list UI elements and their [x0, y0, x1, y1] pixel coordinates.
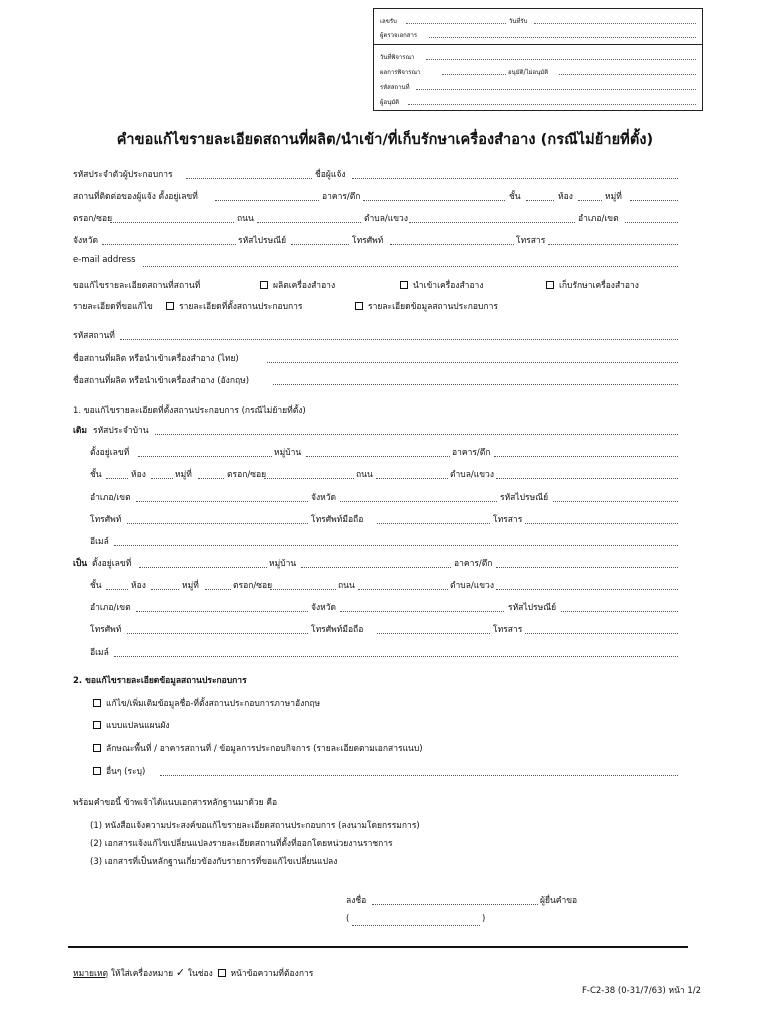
- new-address-no-field[interactable]: [139, 567, 267, 568]
- new-building-label: อาคาร/ตึก: [454, 559, 493, 569]
- reviewer-field[interactable]: [429, 37, 696, 38]
- old-road-field[interactable]: [376, 478, 448, 479]
- tax-id-field[interactable]: [186, 178, 312, 179]
- checkbox[interactable]: [93, 721, 101, 729]
- email-label: e-mail address: [73, 255, 136, 265]
- new-room-label: ห้อง: [131, 581, 146, 591]
- province-field[interactable]: [102, 244, 236, 245]
- section1-title: 1. ขอแก้ไขรายละเอียดที่ตั้งสถานประกอบการ (กรณีไม่ย้ายที่ตั้ง): [73, 406, 306, 416]
- contact-address-label: สถานที่ติดต่อของผู้แจ้ง ตั้งอยู่เลขที่: [73, 192, 198, 202]
- place-type-label: ขอแก้ไขรายละเอียดสถานที่สถานที่: [73, 281, 201, 291]
- consider-result-label: ผลการพิจารณา: [380, 69, 421, 76]
- section2-option-english-name[interactable]: แก้ไข/เพิ่มเติมข้อมูลชื่อ-ที่ตั้งสถานประกอบการภาษาอังกฤษ: [93, 696, 320, 710]
- old-email-label: อีเมล์: [90, 537, 109, 547]
- place-name-en-field[interactable]: [273, 384, 678, 385]
- approve-options-field[interactable]: [559, 74, 696, 75]
- approver-field[interactable]: [408, 104, 696, 105]
- received-date-field[interactable]: [534, 23, 696, 24]
- new-moo-field[interactable]: [205, 589, 231, 590]
- road-label: ถนน: [237, 214, 254, 224]
- floor-field[interactable]: [526, 200, 554, 201]
- old-house-reg-field[interactable]: [155, 434, 678, 435]
- old-floor-label: ชั้น: [90, 470, 102, 480]
- note-text-3: หน้าข้อความที่ต้องการ: [230, 969, 314, 979]
- old-mobile-field[interactable]: [377, 523, 490, 524]
- new-fax-field[interactable]: [525, 633, 678, 634]
- district-label: อำเภอ/เขต: [578, 214, 619, 224]
- detail-type-label: รายละเอียดที่ขอแก้ไข: [73, 302, 153, 312]
- attachment-item-2: (2) เอกสารแจ้งแก้ไขเปลี่ยนแปลงรายละเอียดสถานที่ตั้งที่ออกโดยหน่วยงานราชการ: [90, 839, 393, 849]
- phone-label: โทรศัพท์: [352, 236, 384, 246]
- building-label: อาคาร/ตึก: [322, 192, 361, 202]
- old-soi-label: ตรอก/ซอย: [227, 470, 267, 480]
- old-moo-label: หมู่ที่: [175, 470, 192, 480]
- new-address-no-label: ตั้งอยู่เลขที่: [92, 559, 132, 569]
- old-building-label: อาคาร/ตึก: [452, 448, 491, 458]
- new-fax-label: โทรสาร: [493, 625, 523, 635]
- attachments-intro: พร้อมคำขอนี้ ข้าพเจ้าได้แนบเอกสารหลักฐานมาด้วย คือ: [73, 798, 278, 808]
- consider-date-field[interactable]: [426, 59, 696, 60]
- old-building-field[interactable]: [494, 456, 678, 457]
- old-label: เดิม: [73, 426, 88, 436]
- new-road-label: ถนน: [338, 581, 355, 591]
- new-subdistrict-label: ตำบล/แขวง: [450, 581, 494, 591]
- checkbox[interactable]: [93, 744, 101, 752]
- notifier-name-field[interactable]: [352, 178, 678, 179]
- checkbox[interactable]: [93, 767, 101, 775]
- place-type-option-manufacture[interactable]: ผลิตเครื่องสำอาง: [260, 278, 335, 292]
- contact-address-field[interactable]: [215, 200, 319, 201]
- old-district-field[interactable]: [136, 501, 308, 502]
- section2-title: 2. ขอแก้ไขรายละเอียดข้อมูลสถานประกอบการ: [73, 676, 247, 686]
- moo-label: หมู่ที่: [605, 192, 622, 202]
- place-code-field[interactable]: [120, 339, 678, 340]
- new-postcode-field[interactable]: [561, 611, 678, 612]
- old-soi-field[interactable]: [264, 478, 354, 479]
- old-phone-label: โทรศัพท์: [90, 515, 122, 525]
- old-moo-field[interactable]: [198, 478, 224, 479]
- soi-field[interactable]: [110, 222, 234, 223]
- tax-id-label: รหัสประจำตัวผู้ประกอบการ: [73, 170, 173, 180]
- new-road-field[interactable]: [358, 589, 448, 590]
- place-name-th-label: ชื่อสถานที่ผลิต หรือนำเข้าเครื่องสำอาง (ไทย): [73, 354, 239, 364]
- place-code-label: รหัสสถานที่: [380, 84, 410, 91]
- old-province-label: จังหวัด: [311, 493, 337, 503]
- place-name-th-field[interactable]: [267, 362, 678, 363]
- moo-field[interactable]: [630, 200, 678, 201]
- new-district-field[interactable]: [136, 611, 308, 612]
- fax-label: โทรสาร: [516, 236, 546, 246]
- new-district-label: อำเภอ/เขต: [90, 603, 131, 613]
- attachment-item-3: (3) เอกสารที่เป็นหลักฐานเกี่ยวข้องกับรายการที่ขอแก้ไขเปลี่ยนแปลง: [90, 857, 338, 867]
- road-field[interactable]: [257, 222, 361, 223]
- soi-label: ตรอก/ซอย: [73, 214, 113, 224]
- checkbox[interactable]: [260, 281, 268, 289]
- new-soi-label: ตรอก/ซอย: [233, 581, 273, 591]
- new-floor-field[interactable]: [106, 589, 128, 590]
- place-name-en-label: ชื่อสถานที่ผลิต หรือนำเข้าเครื่องสำอาง (อังกฤษ): [73, 376, 250, 386]
- new-mobile-label: โทรศัพท์มือถือ: [311, 625, 364, 635]
- old-district-label: อำเภอ/เขต: [90, 493, 131, 503]
- old-house-reg-label: รหัสประจำบ้าน: [93, 426, 149, 436]
- notifier-name-label: ชื่อผู้แจ้ง: [315, 170, 346, 180]
- new-village-field[interactable]: [301, 567, 451, 568]
- old-fax-label: โทรสาร: [493, 515, 523, 525]
- document-title: คำขอแก้ไขรายละเอียดสถานที่ผลิต/นำเข้า/ที่เก็บรักษาเครื่องสำอาง (กรณีไม่ย้ายที่ตั้ง): [116, 132, 654, 148]
- new-subdistrict-field[interactable]: [496, 589, 678, 590]
- building-field[interactable]: [363, 200, 505, 201]
- consider-result-field[interactable]: [442, 74, 506, 75]
- place-code-label: รหัสสถานที่: [73, 331, 115, 341]
- old-room-field[interactable]: [151, 478, 173, 479]
- floor-label: ชั้น: [509, 192, 521, 202]
- subdistrict-field[interactable]: [409, 222, 575, 223]
- approve-options-label: อนุมัติ/ไม่อนุมัติ: [508, 69, 549, 76]
- old-floor-field[interactable]: [106, 478, 128, 479]
- footer-divider: [68, 946, 688, 948]
- check-mark-icon: ✓: [175, 966, 186, 979]
- new-moo-label: หมู่ที่: [182, 581, 199, 591]
- printed-name-field[interactable]: [352, 925, 480, 926]
- new-floor-label: ชั้น: [90, 581, 102, 591]
- old-postcode-field[interactable]: [553, 501, 678, 502]
- new-mobile-field[interactable]: [377, 633, 490, 634]
- old-room-label: ห้อง: [131, 470, 146, 480]
- signature-field[interactable]: [372, 904, 538, 905]
- old-road-label: ถนน: [356, 470, 373, 480]
- old-postcode-label: รหัสไปรษณีย์: [500, 493, 549, 503]
- checkbox[interactable]: [166, 302, 174, 310]
- old-address-no-field[interactable]: [138, 456, 272, 457]
- old-address-no-label: ตั้งอยู่เลขที่: [90, 448, 130, 458]
- fax-field[interactable]: [548, 244, 678, 245]
- note-text-2: ในช่อง: [187, 969, 213, 979]
- new-label: เป็น: [73, 559, 88, 569]
- room-field[interactable]: [578, 200, 602, 201]
- new-email-label: อีเมล์: [90, 648, 109, 658]
- new-email-field[interactable]: [114, 656, 678, 657]
- postcode-label: รหัสไปรษณีย์: [238, 236, 287, 246]
- old-village-label: หมู่บ้าน: [274, 448, 302, 458]
- new-province-field[interactable]: [340, 611, 504, 612]
- checkbox-icon: [218, 969, 226, 977]
- attachment-item-1: (1) หนังสือแจ้งความประสงค์ขอแก้ไขรายละเอียดสถานประกอบการ (ลงนามโดยกรรมการ): [90, 821, 420, 831]
- new-building-field[interactable]: [496, 567, 678, 568]
- checkbox[interactable]: [400, 281, 408, 289]
- old-subdistrict-label: ตำบล/แขวง: [450, 470, 494, 480]
- sign-label: ลงชื่อ: [346, 896, 367, 906]
- old-village-field[interactable]: [306, 456, 450, 457]
- place-code-field[interactable]: [416, 89, 696, 90]
- consider-date-label: วันที่พิจารณา: [380, 54, 415, 61]
- old-province-field[interactable]: [340, 501, 497, 502]
- province-label: จังหวัด: [73, 236, 99, 246]
- footer-note: [73, 966, 313, 980]
- new-postcode-label: รหัสไปรษณีย์: [508, 603, 557, 613]
- email-field[interactable]: [143, 266, 678, 267]
- postcode-field[interactable]: [291, 244, 349, 245]
- checkbox[interactable]: [93, 699, 101, 707]
- place-type-option-storage[interactable]: เก็บรักษาเครื่องสำอาง: [546, 278, 639, 292]
- office-use-box: [373, 8, 703, 111]
- reviewer-label: ผู้ตรวจเอกสาร: [380, 32, 418, 39]
- old-phone-field[interactable]: [127, 523, 308, 524]
- checkbox[interactable]: [355, 302, 363, 310]
- detail-type-option-info[interactable]: รายละเอียดข้อมูลสถานประกอบการ: [355, 299, 498, 313]
- place-type-option-import[interactable]: นำเข้าเครื่องสำอาง: [400, 278, 483, 292]
- received-date-label: วันที่รับ: [509, 18, 528, 25]
- received-no-label: เลขรับ: [380, 18, 397, 25]
- subdistrict-label: ตำบล/แขวง: [364, 214, 408, 224]
- new-phone-label: โทรศัพท์: [90, 625, 122, 635]
- new-room-field[interactable]: [151, 589, 179, 590]
- section2-option-other[interactable]: อื่นๆ (ระบุ): [93, 764, 145, 778]
- open-paren: (: [346, 914, 350, 924]
- district-field[interactable]: [625, 222, 678, 223]
- new-phone-field[interactable]: [127, 633, 308, 634]
- note-label: หมายเหตุ: [73, 969, 108, 979]
- section2-other-field[interactable]: [160, 775, 678, 776]
- office-box-divider: [374, 44, 702, 45]
- old-subdistrict-field[interactable]: [496, 478, 678, 479]
- section2-option-floor-plan[interactable]: แบบแปลนแผนผัง: [93, 718, 170, 732]
- old-email-field[interactable]: [114, 545, 678, 546]
- new-village-label: หมู่บ้าน: [269, 559, 297, 569]
- form-code: F-C2-38 (0-31/7/63) หน้า 1/2: [582, 986, 702, 996]
- old-fax-field[interactable]: [525, 523, 678, 524]
- old-mobile-label: โทรศัพท์มือถือ: [311, 515, 364, 525]
- section2-option-area-info[interactable]: ลักษณะพื้นที่ / อาคารสถานที่ / ข้อมูลการประกอบกิจการ (รายละเอียดตามเอกสารแนบ): [93, 741, 423, 755]
- room-label: ห้อง: [558, 192, 573, 202]
- approver-label: ผู้อนุมัติ: [380, 99, 400, 106]
- received-no-field[interactable]: [406, 23, 506, 24]
- note-text-1: ให้ใส่เครื่องหมาย: [110, 969, 174, 979]
- detail-type-option-location[interactable]: รายละเอียดที่ตั้งสถานประกอบการ: [166, 299, 302, 313]
- new-province-label: จังหวัด: [311, 603, 337, 613]
- phone-field[interactable]: [390, 244, 514, 245]
- close-paren: ): [482, 914, 486, 924]
- new-soi-field[interactable]: [270, 589, 336, 590]
- applicant-label: ผู้ยื่นคำขอ: [540, 896, 578, 906]
- checkbox[interactable]: [546, 281, 554, 289]
